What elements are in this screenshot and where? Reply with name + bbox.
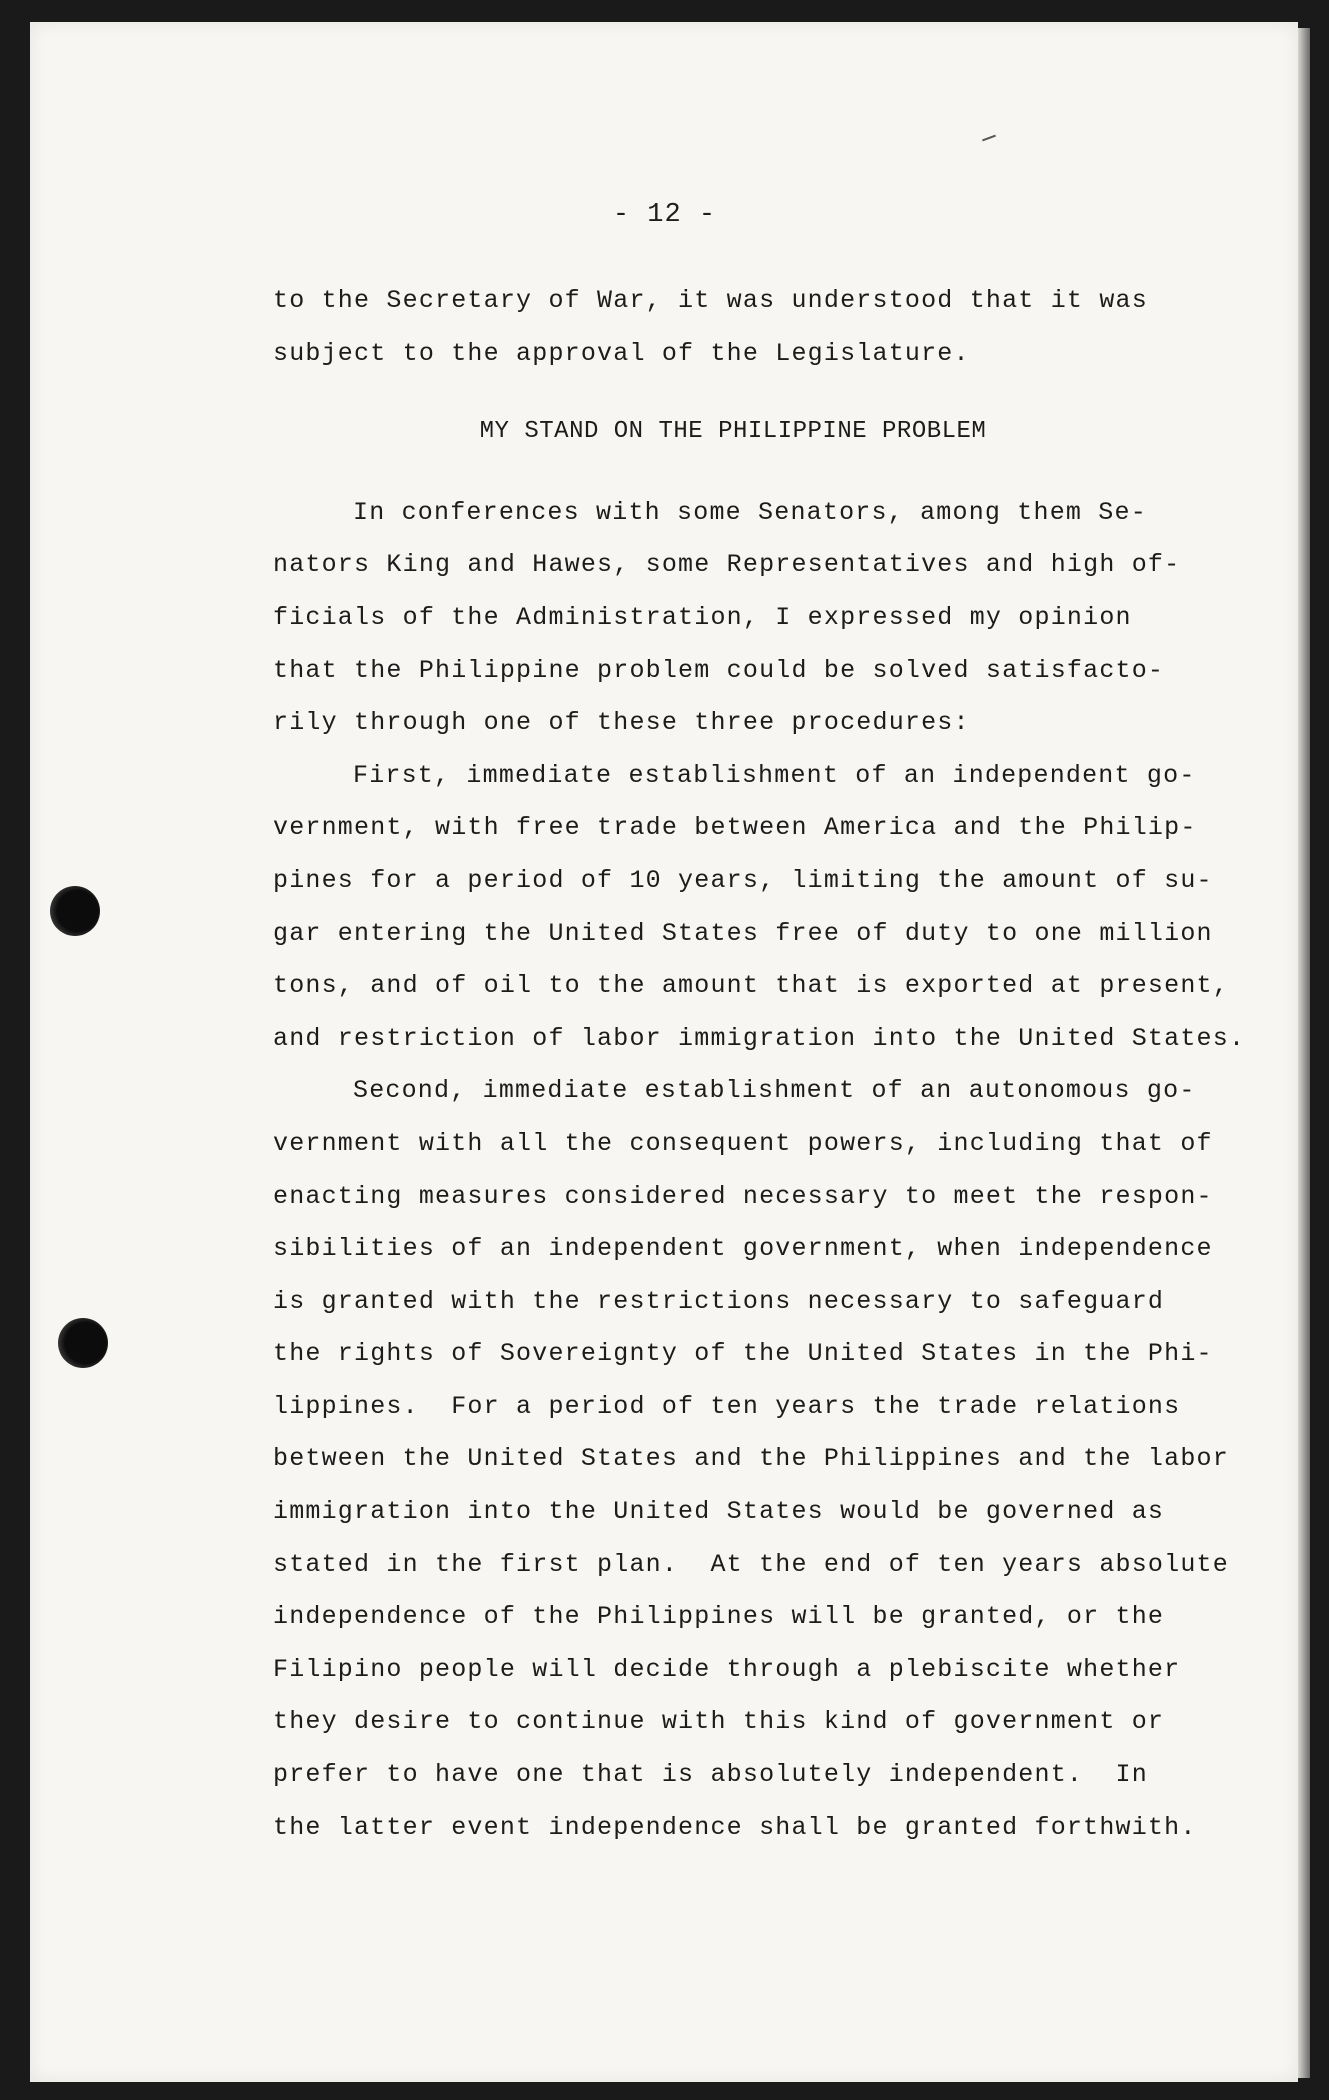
- text-line: pines for a period of 10 years, limiting the amount of su-: [273, 865, 1213, 895]
- text-line: prefer to have one that is absolutely independent. In: [273, 1760, 1148, 1790]
- text-line: First, immediate establishment of an independent go-: [353, 760, 1196, 790]
- text-line: independence of the Philippines will be granted, or the: [273, 1602, 1165, 1632]
- text-line: is granted with the restrictions necessary to safeguard: [273, 1286, 1165, 1316]
- text-line: lippines. For a period of ten years the trade relations: [273, 1391, 1181, 1421]
- text-line: and restriction of labor immigration into the United States.: [273, 1023, 1246, 1053]
- text-line: In conferences with some Senators, among them Se-: [353, 497, 1147, 527]
- text-line: between the United States and the Philippines and the labor: [273, 1444, 1229, 1474]
- text-line: stated in the first plan. At the end of ten years absolute: [273, 1549, 1229, 1579]
- text-line: Second, immediate establishment of an autonomous go-: [353, 1076, 1196, 1106]
- text-line: tons, and of oil to the amount that is exported at present,: [273, 971, 1229, 1001]
- punch-hole-lower: [58, 1318, 108, 1368]
- text-line: enacting measures considered necessary to meet the respon-: [273, 1181, 1213, 1211]
- paragraph-conferences: [273, 487, 1233, 750]
- section-heading: MY STAND ON THE PHILIPPINE PROBLEM: [479, 418, 987, 446]
- text-line: nators King and Hawes, some Representatives and high of-: [273, 550, 1181, 580]
- paragraph-second-procedure: [273, 1065, 1233, 1854]
- text-line: they desire to continue with this kind of government or: [273, 1707, 1165, 1737]
- text-line: vernment, with free trade between America and the Philip-: [273, 813, 1197, 843]
- text-line: the latter event independence shall be granted forthwith.: [273, 1812, 1197, 1842]
- text-line: subject to the approval of the Legislature.: [273, 338, 970, 368]
- page-number: - 12 -: [612, 200, 717, 230]
- punch-hole-upper: [50, 886, 100, 936]
- text-line: sibilities of an independent government, when independence: [273, 1234, 1213, 1264]
- text-line: Filipino people will decide through a plebiscite whether: [273, 1654, 1181, 1684]
- text-line: rily through one of these three procedures:: [273, 708, 970, 738]
- text-line: vernment with all the consequent powers, including that of: [273, 1128, 1213, 1158]
- text-line: gar entering the United States free of duty to one million: [273, 918, 1213, 948]
- text-line: ficials of the Administration, I expressed my opinion: [273, 602, 1132, 632]
- text-line: the rights of Sovereignty of the United States in the Phi-: [273, 1339, 1213, 1369]
- paragraph-first-procedure: [273, 750, 1246, 1066]
- text-line: immigration into the United States would be governed as: [273, 1497, 1165, 1527]
- paragraph-continuation: [273, 275, 1233, 380]
- document-body: [273, 275, 1246, 1854]
- text-line: that the Philippine problem could be solved satisfacto-: [273, 655, 1165, 685]
- page-edge-shadow: [1298, 28, 1310, 2078]
- text-line: to the Secretary of War, it was understood that it was: [273, 286, 1148, 315]
